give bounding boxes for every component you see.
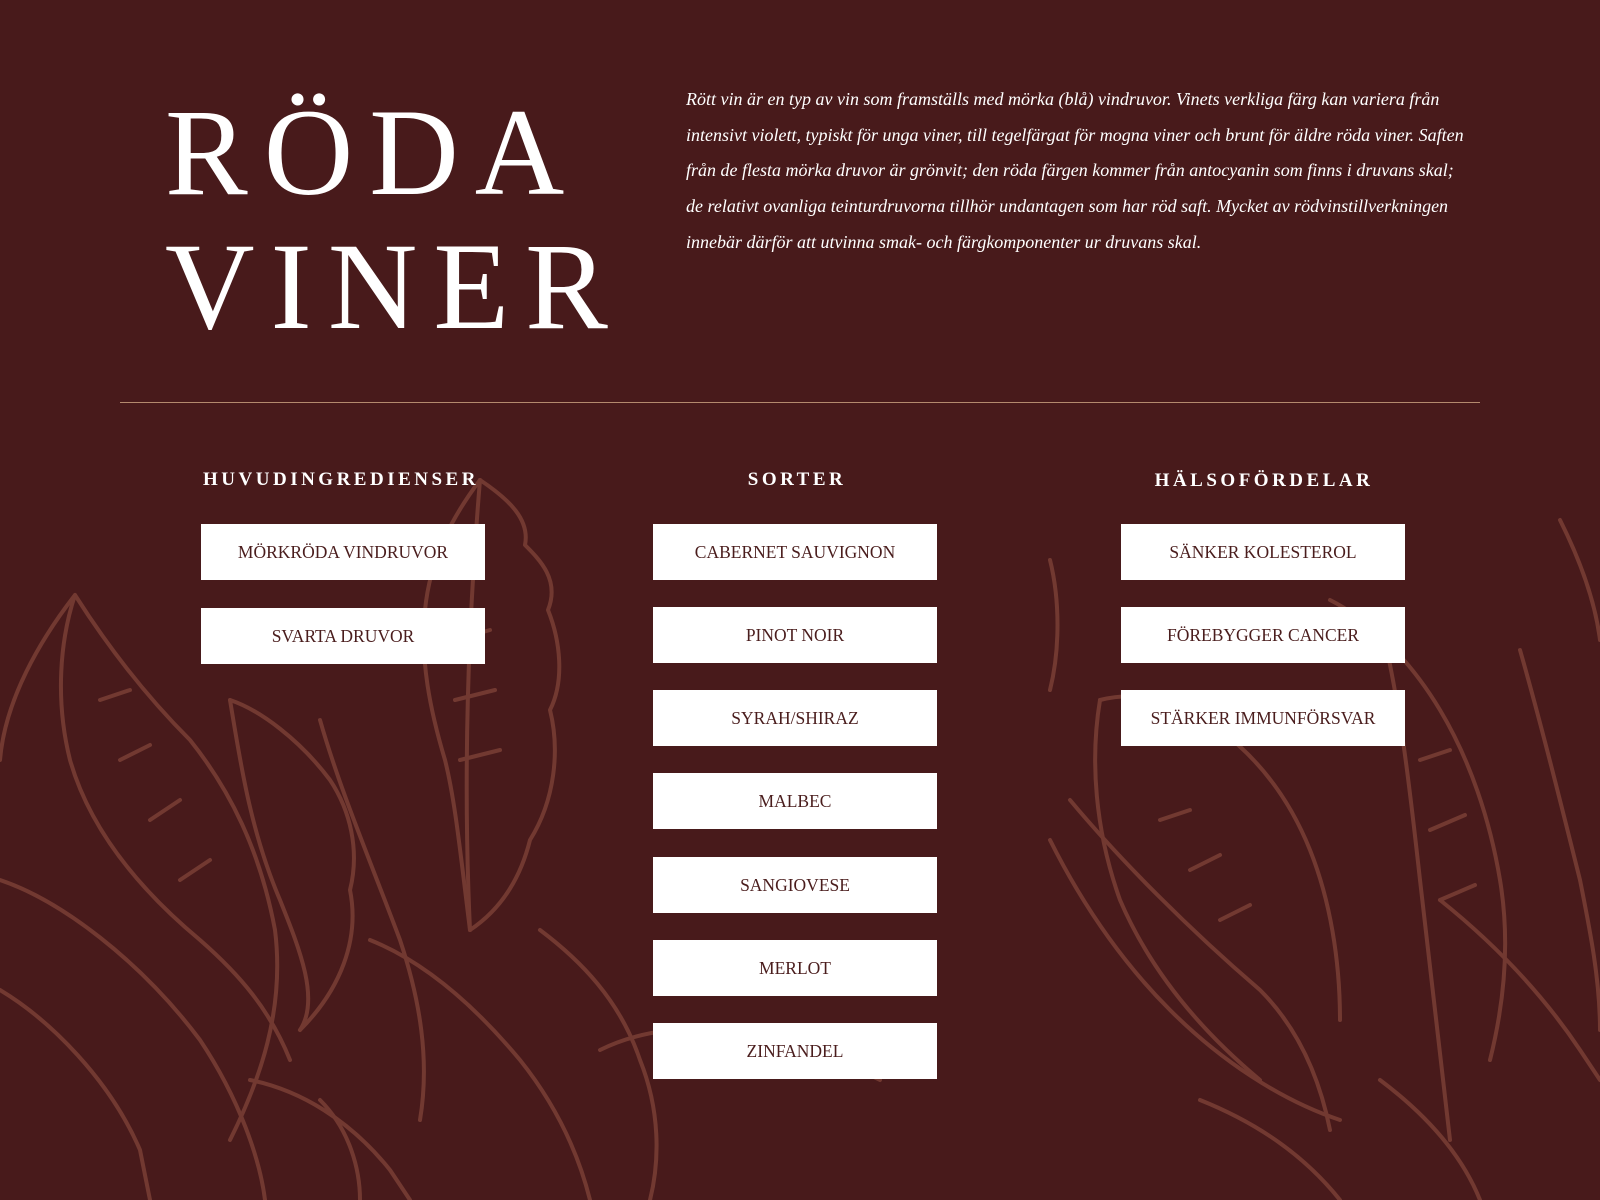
variety-pill: CABERNET SAUVIGNON	[653, 524, 937, 580]
variety-pill: SANGIOVESE	[653, 857, 937, 913]
benefit-pill: STÄRKER IMMUNFÖRSVAR	[1121, 690, 1405, 746]
intro-paragraph: Rött vin är en typ av vin som framställs med mörka (blå) vindruvor. Vinets verkliga färg kan variera från intensivt violett, typiskt för unga viner, till tegelfärgat för mogna viner och brunt för äldre röda viner. Saften från de flesta mörka druvor är grönvit; den röda färgen kommer från antocyanin som finns i druvans skal; de relativt ovanliga teinturdruvorna tillhör undantagen som har röd saft. Mycket av rödvinstillverkningen innebär därför att utvinna smak- och färgkomponenter ur druvans skal.	[686, 89, 1464, 252]
section-divider	[120, 402, 1480, 403]
variety-pill: ZINFANDEL	[653, 1023, 937, 1079]
page-title-line-1: RÖDA	[165, 84, 581, 221]
benefits-heading: HÄLSOFÖRDELAR	[1154, 470, 1374, 491]
variety-pill: PINOT NOIR	[653, 607, 937, 663]
benefit-pill: FÖREBYGGER CANCER	[1121, 607, 1405, 663]
page-title-line-2: VINER	[165, 218, 624, 355]
ingredients-heading: HUVUDINGREDIENSER	[203, 469, 479, 490]
variety-pill: MALBEC	[653, 773, 937, 829]
ingredient-pill: SVARTA DRUVOR	[201, 608, 485, 664]
benefit-pill: SÄNKER KOLESTEROL	[1121, 524, 1405, 580]
page-title	[165, 86, 624, 354]
ingredient-pill: MÖRKRÖDA VINDRUVOR	[201, 524, 485, 580]
variety-pill: SYRAH/SHIRAZ	[653, 690, 937, 746]
variety-pill: MERLOT	[653, 940, 937, 996]
varieties-heading: SORTER	[747, 469, 847, 490]
